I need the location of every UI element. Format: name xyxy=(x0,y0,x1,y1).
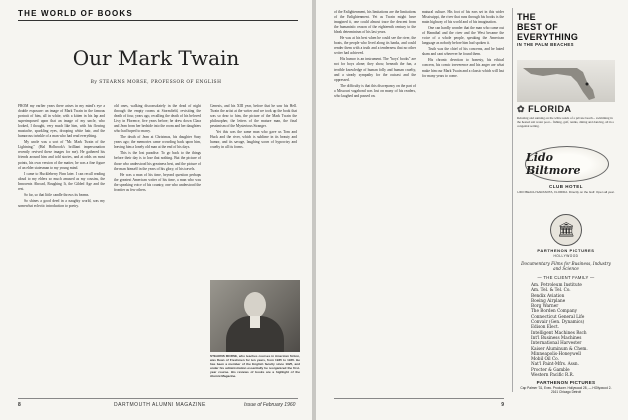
ad-subhead: IN THE PALM BEACHES xyxy=(517,42,574,47)
list-item: Minneapolis-Honeywell xyxy=(531,350,581,356)
paragraph: Truth was the chief of his concerns, and he hated sham and cant wherever he found them. xyxy=(422,47,504,57)
article-title: Our Mark Twain xyxy=(72,46,240,70)
article-column-5 xyxy=(422,10,504,392)
paragraph: FROM my earlier years there arises in my mind's eye a double exposure: an image of Mark Twain in the famous portrait of him, all in white, with a kitten in his lap and superimposed upon that an image of my uncle, who looked, I thought, very much like him, with his flowing mustache, sparkling eyes, drooping white hair, and the humorous twinkle of a man who had read everything. xyxy=(18,104,105,139)
flower-icon: ✿ xyxy=(517,104,526,114)
paragraph: Genesis, and his XIII year, before that he saw his Hell. Twain the artist at the writer and we took up the book that was so dear to him, the picture of the Mark Twain the philosopher, the letters of the mature man, the final pessimism of the Mysterious Stranger. xyxy=(210,104,297,129)
paragraph: old ones, walking disconsolately in the dead of night through the empty rooms at Stormfield, revisiting the death of four, years ago, recalling the death of his beloved Livy in Florence, five years before; he drew down Clara and Jean from her bedside into the room and her daughters who had hoped to marry. xyxy=(114,104,201,134)
section-header: THE WORLD OF BOOKS xyxy=(18,9,133,18)
parthenon-location: HOLLYWOOD xyxy=(553,254,579,258)
paragraph: This is the lost paradise. To go back to the things before their day is to lose that nothing. But the picture of those who understood his greatness best, and the picture of the man himself in the years of his glory, of his travels. xyxy=(114,151,201,171)
photo-caption: STEARNS MORSE, who teaches courses in American fiction, was Dean of Freshmen for ten years, from 1935 to 1945. He has been a member of the English faculty since 1925, and under his administration essentially he reorganized the first-year course. His reviews of books are a highlight of the Alumni Magazine. xyxy=(210,354,300,379)
paragraph: My uncle was a sort of "Mr. Mark Twain of the Lightning," (Hal Holbrook's brilliant impersonation recently revived these images for me). He gathered his friends around him and told stories, and at odds on most points, his own version of the matter, he was a fine figure of an elder statesman to my young mind. xyxy=(18,140,105,170)
article-column-1 xyxy=(18,104,105,390)
parthenon-ad xyxy=(517,214,615,394)
paragraph: of the Enlightenment, his limitations are the limitations of the Enlightenment. Yet as Twain might have imagined it, one could almost trace the descent from the humanistic reason of the eighteenth century to the bleak determinism of his last years. xyxy=(334,10,416,35)
paragraph: His chronic devotion to honesty, his ethical concern, his comic irreverence and his anger are what make him our Mark Twain and a classic which will last for many years to come. xyxy=(422,58,504,78)
paragraph: I came to Huckleberry Finn later. I can recall reading aloud to my elders so much amused as my cousins, the Innocents Abroad, Roughing It, the Gilded Age and the rest. xyxy=(18,171,105,191)
paragraph: matural culture. His foot of his ears set in this wider Mississippi, the river that runs through his books is the main highway of his world and of his imagination. xyxy=(422,10,504,25)
paragraph: His humor is an instrument. The "boys' books" are not for boys alone; they show, beneath the fun, a terrible knowledge of human folly and human cruelty, and a steady sympathy for the outcast and the oppressed. xyxy=(334,57,416,82)
left-page xyxy=(0,0,312,420)
ad-headline-2: BEST OF xyxy=(517,22,559,32)
list-item: Kaiser Aluminum & Chem. xyxy=(531,345,588,351)
list-item: Am. Tel. & Tel. Co. xyxy=(531,287,571,293)
page-number: 8 xyxy=(18,402,21,408)
list-item: Boeing Airplane xyxy=(531,297,566,303)
state-name: FLORIDA xyxy=(528,104,572,114)
paragraph: The death of Jean at Christmas, his daughter Susy years ago; the memories came crowding back upon him, leaving him a lonely old man at the end of his days. xyxy=(114,135,201,150)
paragraph: The difficulty is that this discrepancy on the part of a Missouri vagabond was lost on many of his readers, who laughed and passed on. xyxy=(334,83,416,98)
author-photo xyxy=(210,280,300,352)
paragraph: One can hardly wonder that the man who came out of Hannibal and the river and the West became the voice of a whole people, speaking the American language as nobody before him had spoken it. xyxy=(422,26,504,46)
list-item: Procter & Gamble xyxy=(531,366,570,372)
photo-head xyxy=(244,292,266,318)
list-item: International Harvester xyxy=(531,340,582,346)
right-page xyxy=(316,0,628,420)
list-item: Edison Elect. xyxy=(531,324,560,330)
list-item: The Borden Company xyxy=(531,308,578,314)
list-item: Connecticut General Life xyxy=(531,313,585,319)
lido-address: LIDO BEACH SARASOTA, FLORIDA. Directly on the Gulf. Open all year. xyxy=(517,190,615,194)
list-item: Convair (Gen. Dynamics) xyxy=(531,319,585,325)
parthenon-producer: PARTHENON PICTURES xyxy=(536,380,596,386)
list-item: Borg Warner xyxy=(531,303,559,309)
magazine-name: DARTMOUTH ALUMNI MAGAZINE xyxy=(114,402,206,408)
list-item: Mobil Oil Co. xyxy=(531,356,559,362)
byline: By STEARNS MORSE, PROFESSOR OF ENGLISH xyxy=(90,80,222,85)
issue-date: Issue of February 1960 xyxy=(244,402,296,408)
lido-biltmore-logo: Lido Biltmore xyxy=(525,146,609,182)
paragraph: So shines a good deed in a naughty world, was my somewhat eclectic introduction to poetry. xyxy=(18,198,105,208)
page-footer-right xyxy=(334,398,504,408)
lido-subtitle: CLUB HOTEL xyxy=(549,184,583,189)
list-item: Intelligent Machines Rsch xyxy=(531,329,587,335)
article-column-4 xyxy=(334,10,416,392)
article-column-3 xyxy=(210,104,297,280)
list-item: Western Pacific R.R. xyxy=(531,372,575,378)
section-rule xyxy=(18,20,298,21)
parthenon-icon: 🏛 xyxy=(550,214,582,246)
page-number: 9 xyxy=(501,402,504,408)
article-column-2 xyxy=(114,104,201,390)
advertisement-column xyxy=(512,8,621,395)
hotel-ad xyxy=(517,12,615,47)
photo-collar xyxy=(250,316,260,328)
list-item: Am. Petroleum Institute xyxy=(531,282,582,287)
ad-headline-1: THE xyxy=(517,12,536,22)
parthenon-title: PARTHENON PICTURES xyxy=(537,248,595,253)
ad-headline-3: EVERYTHING xyxy=(517,32,579,42)
page-footer-left xyxy=(18,398,298,408)
client-list xyxy=(517,282,615,377)
paragraph: So far, so that little candle throws its beams. xyxy=(24,192,90,197)
map-icon xyxy=(517,60,615,102)
parthenon-contact: Cap Palmer '31, Exec. Producer. Hollywood 28, — HOllywood 2-2161 Chicago Detroit xyxy=(520,386,612,395)
florida-map-illustration xyxy=(517,60,615,102)
parthenon-tagline: Documentary Films for Business, Industry and Science xyxy=(521,261,611,271)
florida-label xyxy=(517,104,572,115)
paragraph: Yet this was the same man who gave us Tom and Huck and the river, which is sublime in its beauty and humor, and its savage, laughing scorn of hypocrisy and cruelty in all its forms. xyxy=(210,130,297,150)
paragraph: He was a man of his time, beyond question perhaps the greatest American writer of his time, a man who was the speaking voice of his country, one who understood the frontier as few others. xyxy=(114,172,201,192)
list-item: Nat'l Paint-Mfrs. Assn. xyxy=(531,361,579,367)
paragraph: He was at his best when he could see the river, the boats, the people who lived along its banks, and could render them with a truth and a tenderness that no other writer had achieved. xyxy=(334,36,416,56)
ad-blurb: Relaxing and sunning on the white sands of a private beach... swimming in the heated salt water pool... fishing, golf, tennis, dining and dancing, all in a congenial setting. xyxy=(517,116,614,129)
list-item: Int'l Business Machines xyxy=(531,334,582,340)
client-family-header: — THE CLIENT FAMILY — xyxy=(537,275,595,280)
list-item: Bendix Aviation xyxy=(531,292,565,298)
